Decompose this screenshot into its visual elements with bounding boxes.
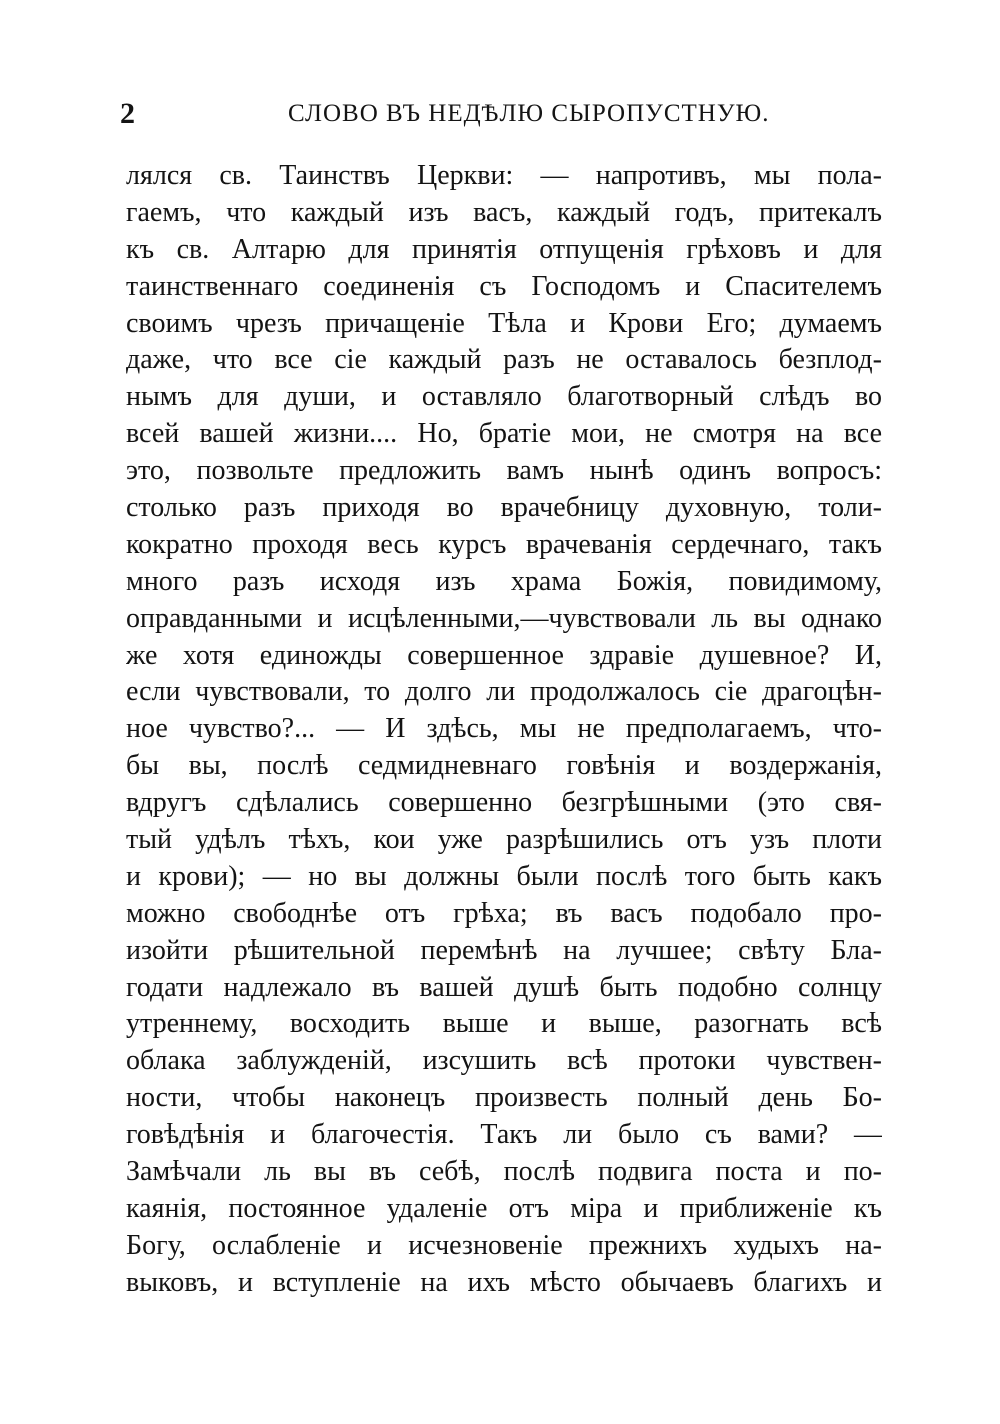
text-line: Замѣчали ль вы въ себѣ, послѣ подвига поста и по- xyxy=(126,1156,882,1188)
body-text xyxy=(126,158,882,1302)
text-line: бы вы, послѣ седмидневнаго говѣнія и воздержанія, xyxy=(126,750,882,782)
text-line: тый удѣлъ тѣхъ, кои уже разрѣшились отъ узъ плоти xyxy=(126,824,882,856)
text-line: гаемъ, что каждый изъ васъ, каждый годъ, притекалъ xyxy=(126,196,882,228)
running-title: СЛОВО ВЪ НЕДѢЛЮ СЫРОПУСТНУЮ. xyxy=(288,100,770,127)
text-line: если чувствовали, то долго ли продолжалось сіе драгоцѣн- xyxy=(126,676,882,708)
text-line: это, позвольте предложить вамъ нынѣ одинъ вопросъ: xyxy=(126,455,882,487)
text-line: много разъ исходя изъ храма Божія, повидимому, xyxy=(126,565,882,597)
text-line: вдругъ сдѣлались совершенно безгрѣшными (это свя- xyxy=(126,787,882,819)
text-line: выковъ, и вступленіе на ихъ мѣсто обычаевъ благихъ и xyxy=(126,1266,882,1298)
text-line: нымъ для души, и оставляло благотворный слѣдъ во xyxy=(126,381,882,413)
text-line: таинственнаго соединенія съ Господомъ и Спасителемъ xyxy=(126,270,882,302)
text-line: каянія, постоянное удаленіе отъ міра и приближеніе къ xyxy=(126,1192,882,1224)
text-line: своимъ чрезъ причащеніе Тѣла и Крови Его; думаемъ xyxy=(126,307,882,339)
text-line: облака заблужденій, изсушить всѣ протоки чувствен- xyxy=(126,1045,882,1077)
text-line: даже, что все сіе каждый разъ не оставалось безплод- xyxy=(126,344,882,376)
text-line: говѣдѣнія и благочестія. Такъ ли было съ вами? — xyxy=(126,1119,882,1151)
running-head xyxy=(120,94,880,134)
text-line: къ св. Алтарю для принятія отпущенія грѣховъ и для xyxy=(126,233,882,265)
text-line: всей вашей жизни.... Но, братіе мои, не смотря на все xyxy=(126,418,882,450)
text-line: же хотя единожды совершенное здравіе душевное? И, xyxy=(126,639,882,671)
text-line: и крови); — но вы должны были послѣ того быть какъ xyxy=(126,860,882,892)
text-line: можно свободнѣе отъ грѣха; въ васъ подобало про- xyxy=(126,897,882,929)
text-line: столько разъ приходя во врачебницу духовную, толи- xyxy=(126,492,882,524)
page-number: 2 xyxy=(120,97,135,130)
text-line: кократно проходя весь курсъ врачеванія сердечнаго, такъ xyxy=(126,528,882,560)
text-line: оправданными и исцѣленными,—чувствовали ль вы однако xyxy=(126,602,882,634)
text-line: лялся св. Таинствъ Церкви: — напротивъ, мы пола- xyxy=(126,160,882,191)
text-line: утреннему, восходить выше и выше, разогнать всѣ xyxy=(126,1008,882,1040)
text-line: годати надлежало въ вашей душѣ быть подобно солнцу xyxy=(126,971,882,1003)
text-line: изойти рѣшительной перемѣнѣ на лучшее; свѣту Бла- xyxy=(126,934,882,966)
text-line: ности, чтобы наконецъ произвесть полный день Бо- xyxy=(126,1082,882,1114)
text-line: Богу, ослабленіе и исчезновеніе прежнихъ худыхъ на- xyxy=(126,1229,882,1261)
text-line: ное чувство?... — И здѣсь, мы не предполагаемъ, что- xyxy=(126,713,882,745)
